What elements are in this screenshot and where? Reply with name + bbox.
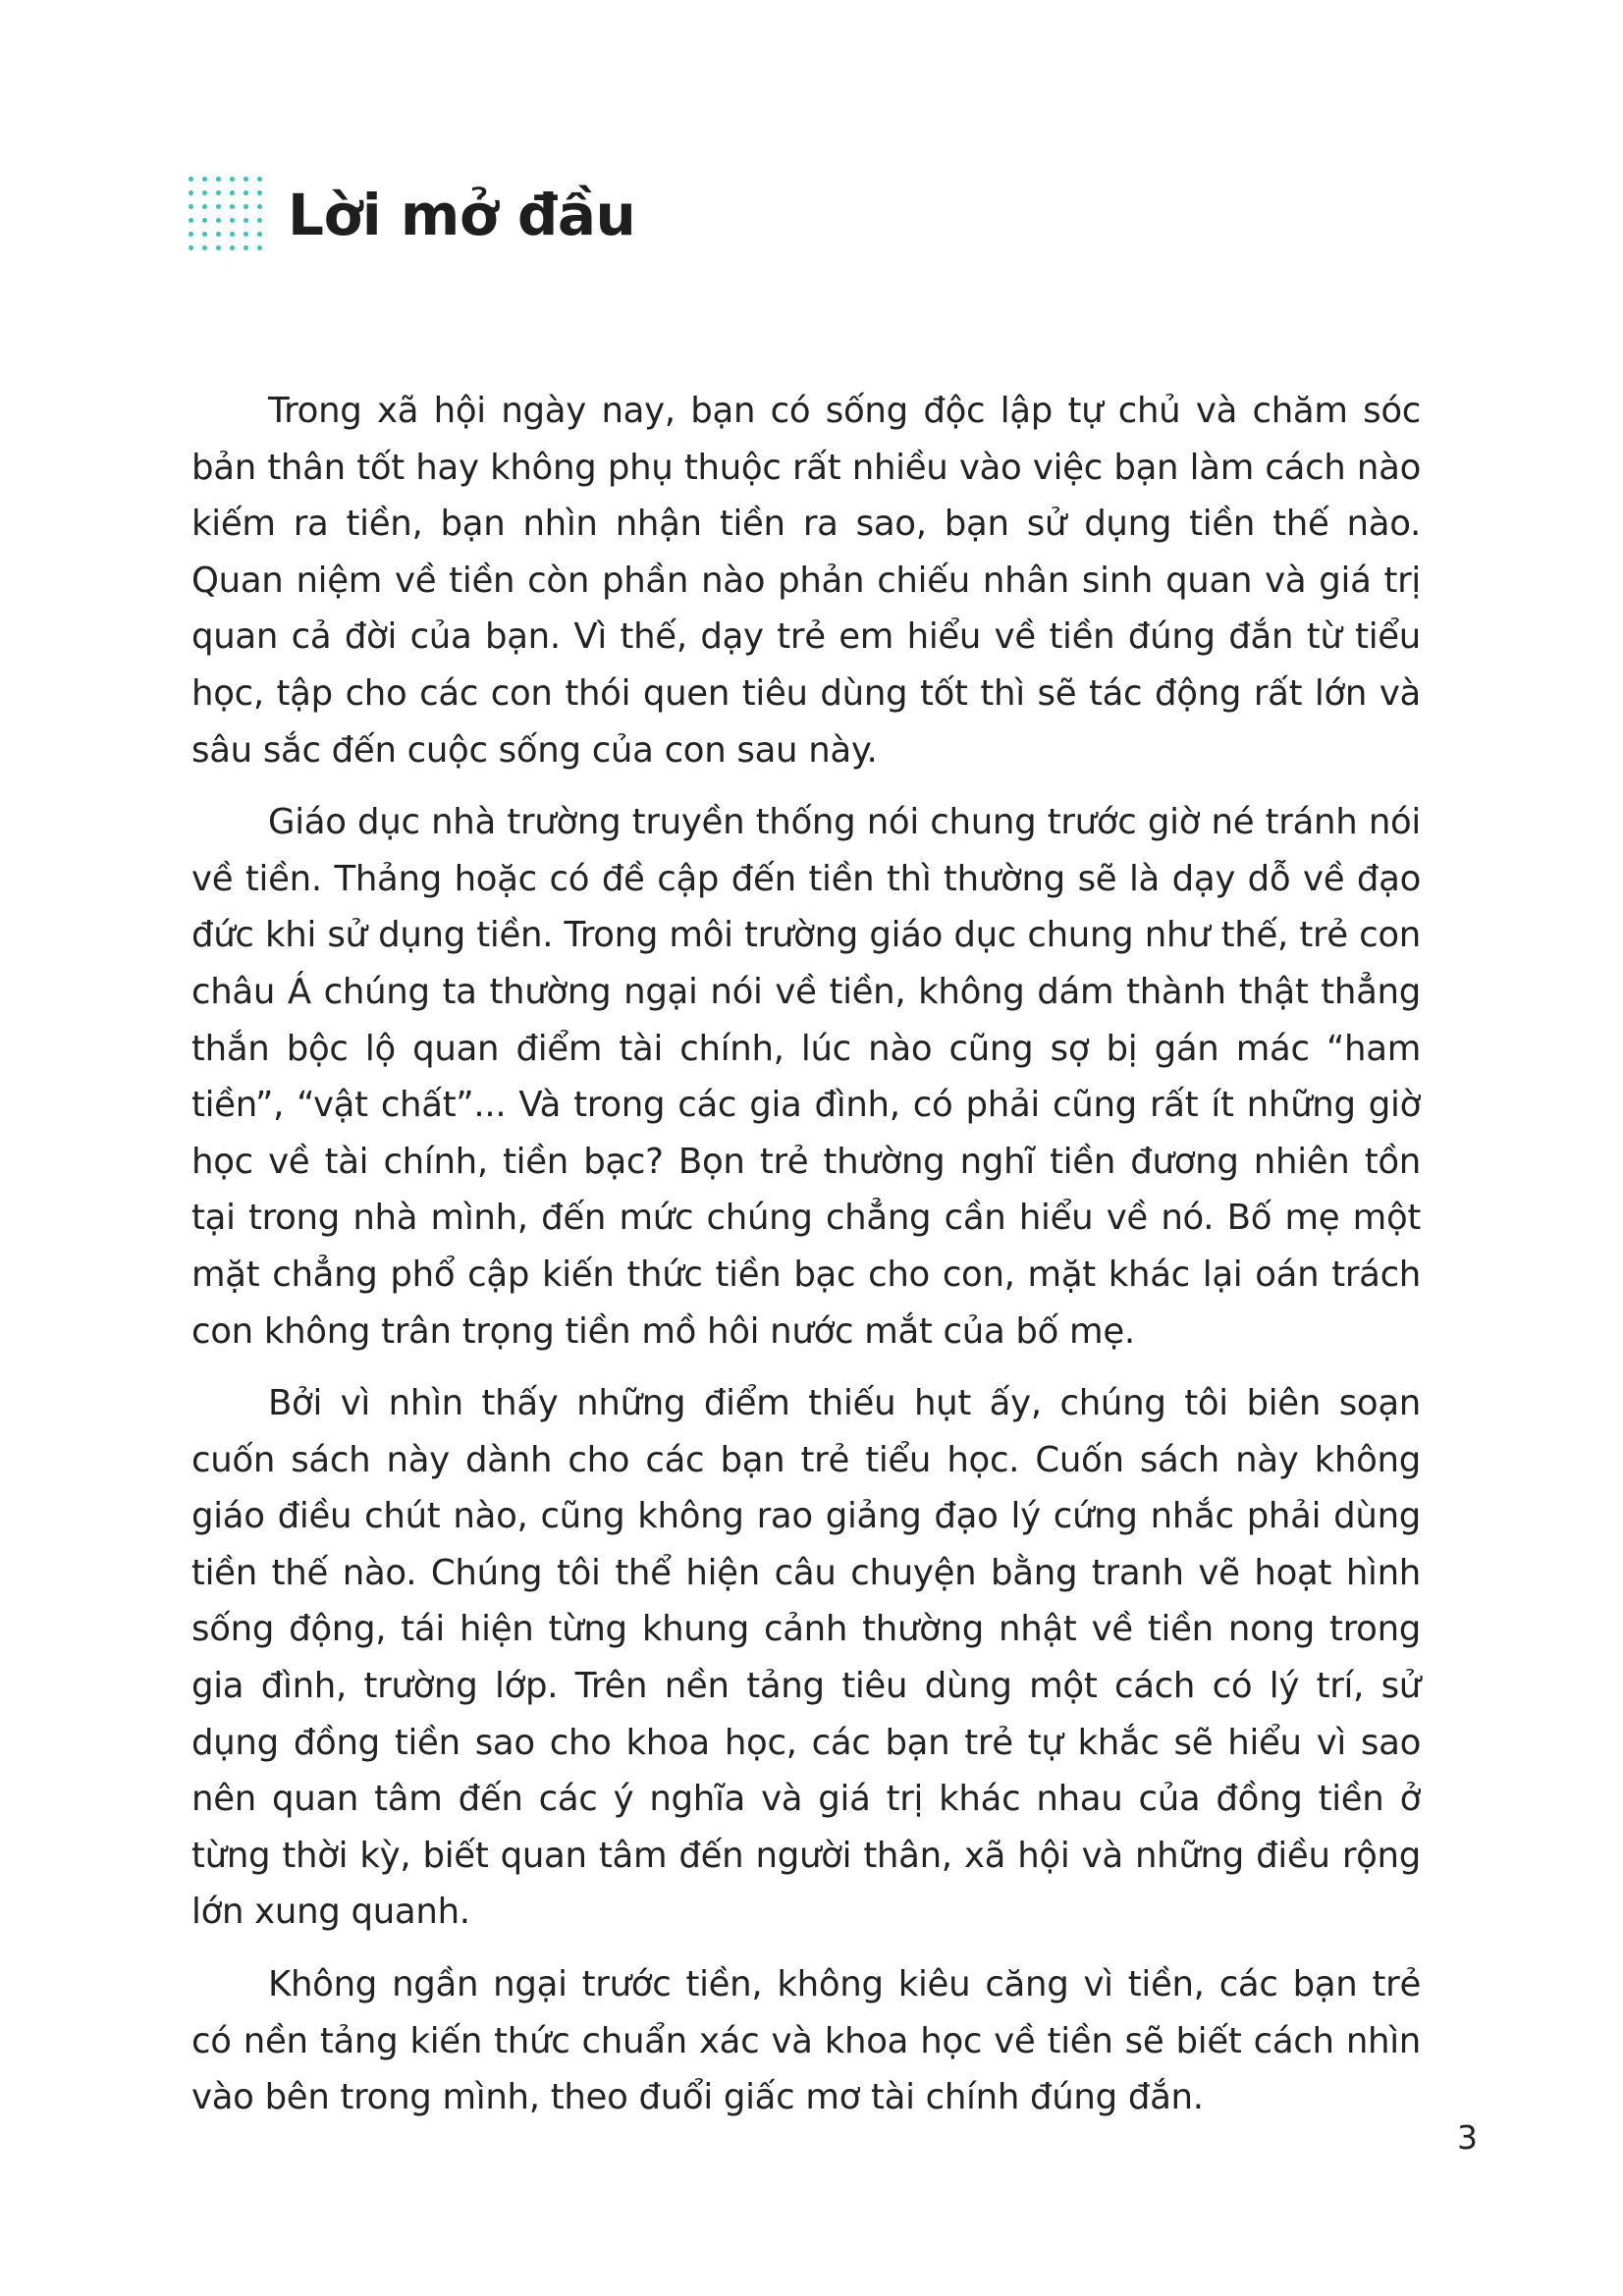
dot-grid-icon xyxy=(189,177,264,252)
paragraph: Trong xã hội ngày nay, bạn có sống độc lập tự chủ và chăm sóc bản thân tốt hay không phụ thuộc rất nhiều vào việc bạn làm cách nào kiếm ra tiền, bạn nhìn nhận tiền ra sao, bạn sử dụng tiền thế nào. Quan niệm về tiền còn phần nào phản chiếu nhân sinh quan và giá trị quan cả đời của bạn. Vì thế, dạy trẻ em hiểu về tiền đúng đắn từ tiểu học, tập cho các con thói quen tiêu dùng tốt thì sẽ tác động rất lớn và sâu sắc đến cuộc sống của con sau này. xyxy=(191,391,1421,771)
paragraph: Giáo dục nhà trường truyền thống nói chung trước giờ né tránh nói về tiền. Thảng hoặc có đề cập đến tiền thì thường sẽ là dạy dỗ về đạo đức khi sử dụng tiền. Trong môi trường giáo dục chung như thế, trẻ con châu Á chúng ta thường ngại nói về tiền, không dám thành thật thẳng thắn bộc lộ quan điểm tài chính, lúc nào cũng sợ bị gán mác “ham tiền”, “vật chất”... Và trong các gia đình, có phải cũng rất ít những giờ học về tài chính, tiền bạc? Bọn trẻ thường nghĩ tiền đương nhiên tồn tại trong nhà mình, đến mức chúng chẳng cần hiểu về nó. Bố mẹ một mặt chẳng phổ cập kiến thức tiền bạc cho con, mặt khác lại oán trách con không trân trọng tiền mồ hôi nước mắt của bố mẹ. xyxy=(191,802,1421,1352)
paragraph: Không ngần ngại trước tiền, không kiêu căng vì tiền, các bạn trẻ có nền tảng kiến thức chuẩn xác và khoa học về tiền sẽ biết cách nhìn vào bên trong mình, theo đuổi giấc mơ tài chính đúng đắn. xyxy=(191,1964,1421,2118)
chapter-heading xyxy=(189,177,635,252)
paragraph: Bởi vì nhìn thấy những điểm thiếu hụt ấy, chúng tôi biên soạn cuốn sách này dành cho các bạn trẻ tiểu học. Cuốn sách này không giáo điều chút nào, cũng không rao giảng đạo lý cứng nhắc phải dùng tiền thế nào. Chúng tôi thể hiện câu chuyện bằng tranh vẽ hoạt hình sống động, tái hiện từng khung cảnh thường nhật về tiền nong trong gia đình, trường lớp. Trên nền tảng tiêu dùng một cách có lý trí, sử dụng đồng tiền sao cho khoa học, các bạn trẻ tự khắc sẽ hiểu vì sao nên quan tâm đến các ý nghĩa và giá trị khác nhau của đồng tiền ở từng thời kỳ, biết quan tâm đến người thân, xã hội và những điều rộng lớn xung quanh. xyxy=(191,1383,1421,1933)
body-text xyxy=(191,383,1421,2142)
page-number: 3 xyxy=(1457,2118,1478,2157)
chapter-title: Lời mở đầu xyxy=(288,181,636,248)
